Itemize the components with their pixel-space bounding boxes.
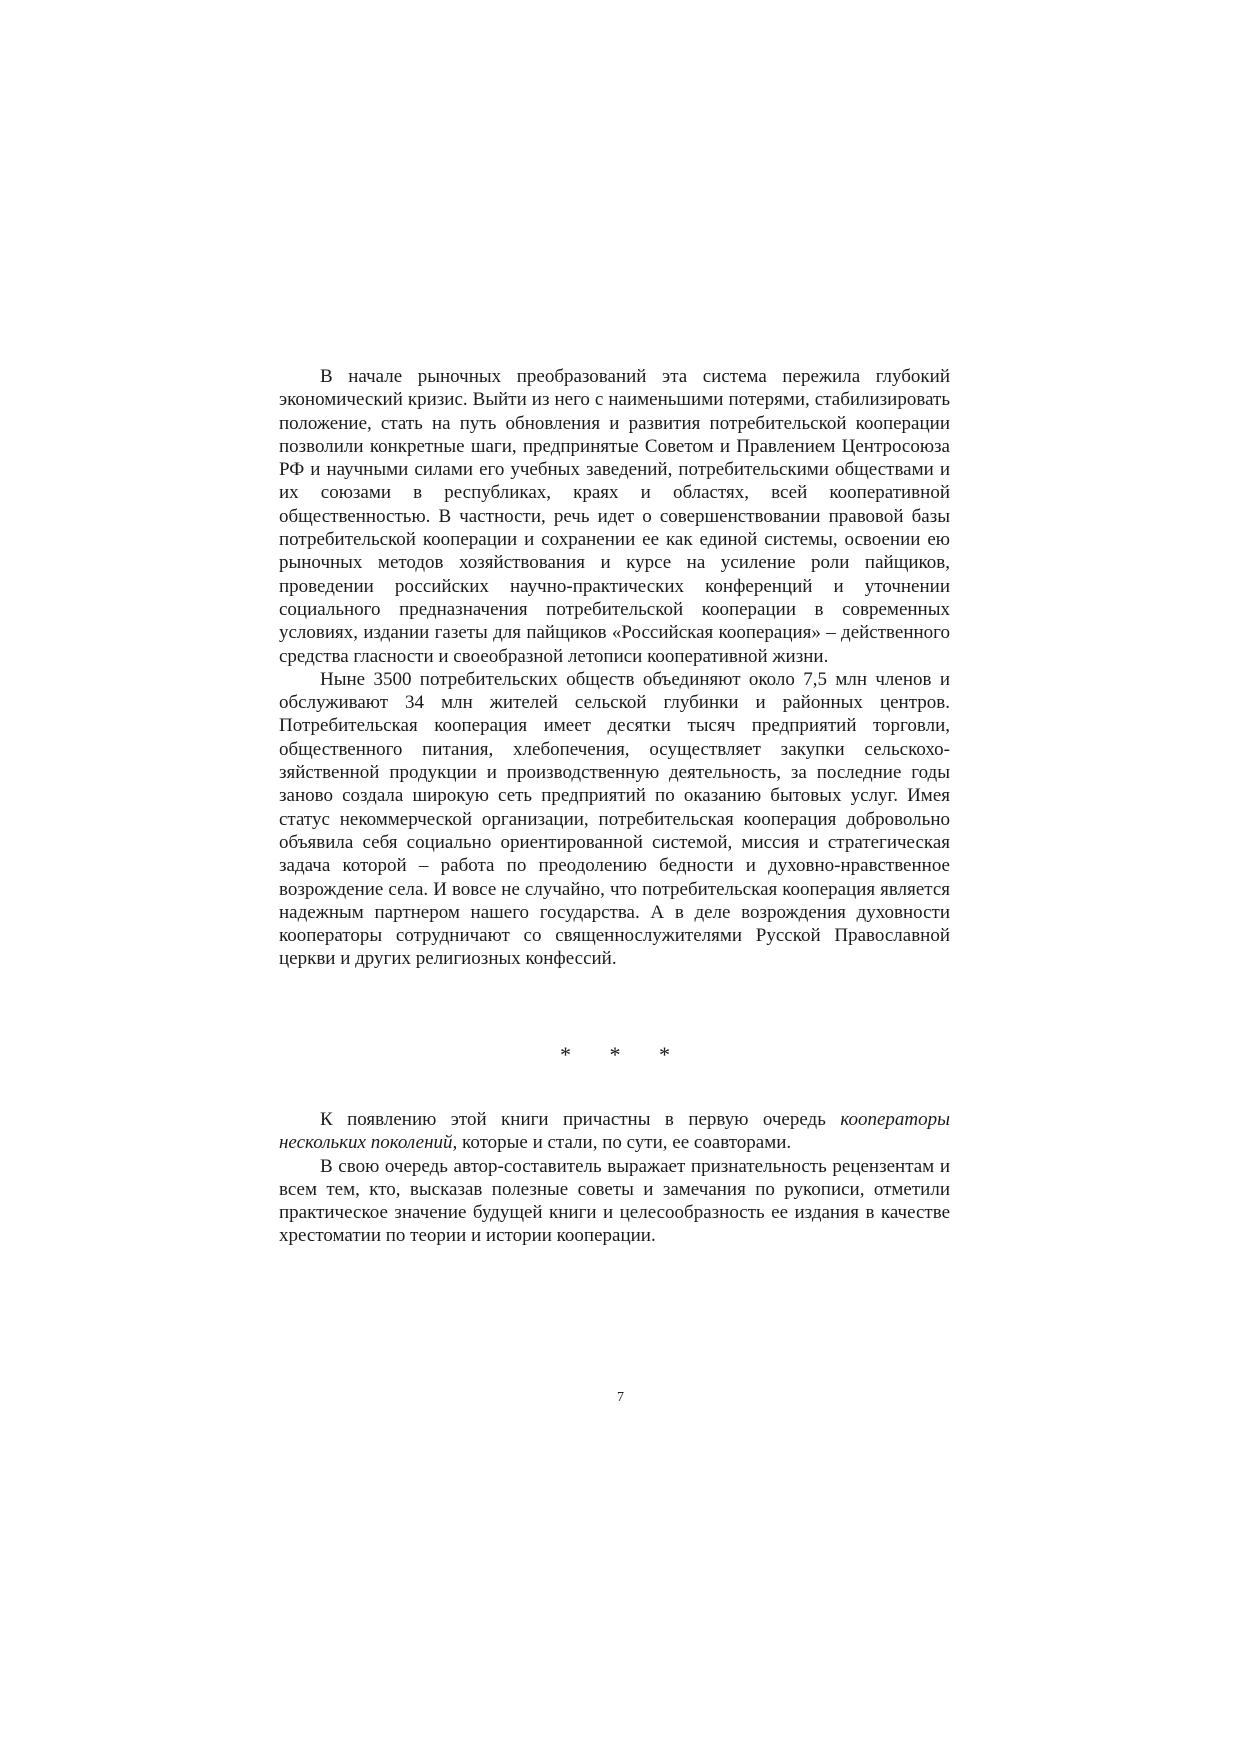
contributors-lead: К появлению этой книги причастны в первую очередь xyxy=(320,1109,841,1130)
acknowledgements-block xyxy=(279,1108,950,1248)
contributors-emphasis: кооператоры нескольких поколений, xyxy=(279,1109,950,1154)
main-text-block xyxy=(279,365,950,971)
paragraph-statistics: Ныне 3500 потребительских обществ объединяют около 7,5 млн членов и обслуживают 34 млн жителей сельской глубинки и районных центров. Потребительская кооперация имеет десятки тысяч предприятий торговли, общественного питания, хлебопечения, осуществляет закупки сельскохозяйственной продукции и производственную деятельность, за последние годы заново создала широкую сеть предприятий по оказанию бытовых услуг. Имея статус некоммерческой организации, потребительская кооперация добровольно объявила себя социально ориентированной системой, миссия и стратегическая задача которой – работа по преодолению бедности и духовно-нравственное возрождение села. И вовсе не случайно, что потребительская кооперация является надежным партнером нашего государства. А в деле возрождения духовности кооператоры сотрудничают со священнослужителями Русской Православной церкви и других религиозных конфессий. xyxy=(279,668,950,970)
contributors-tail: которые и стали, по сути, ее соавторами. xyxy=(457,1132,792,1154)
page-number: 7 xyxy=(617,1390,624,1405)
separator-asterisk: * xyxy=(659,1042,670,1067)
separator-asterisk: * xyxy=(560,1042,571,1067)
separator-asterisk: * xyxy=(609,1042,621,1067)
paragraph-crisis: В начале рыночных преобразований эта система пережила глубокий экономический кризис. Выйти из него с наименьшими потерями, стабилизировать положение, стать на путь обновления и развития потребительской кооперации позволили конкретные шаги, предпринятые Советом и Правлением Центросоюза РФ и научными силами его учебных заведений, потребительскими обществами и их союзами в республиках, краях и областях, всей кооперативной общественностью. В частности, речь идет о совершенствовании правовой базы потребительской кооперации и сохранении ее как единой системы, освоении ею рыночных методов хозяйствования и курсе на усиление роли пайщиков, проведении российских научно-практических конференций и уточнении социального предназначения потребительской кооперации в современных условиях, издании газеты для пайщиков «Российская кооперация» – действенного средства гласности и своеобразной летописи кооперативной жизни. xyxy=(279,366,950,667)
paragraph-contributors xyxy=(279,1108,950,1155)
paragraph-gratitude: В свою очередь автор-составитель выражает признательность рецензентам и всем тем, кто, высказав полезные советы и замечания по рукописи, отметили практическое значение будущей книги и целесообразность ее издания в качестве хрестоматии по теории и истории кооперации. xyxy=(279,1155,950,1247)
section-separator xyxy=(560,1043,670,1067)
